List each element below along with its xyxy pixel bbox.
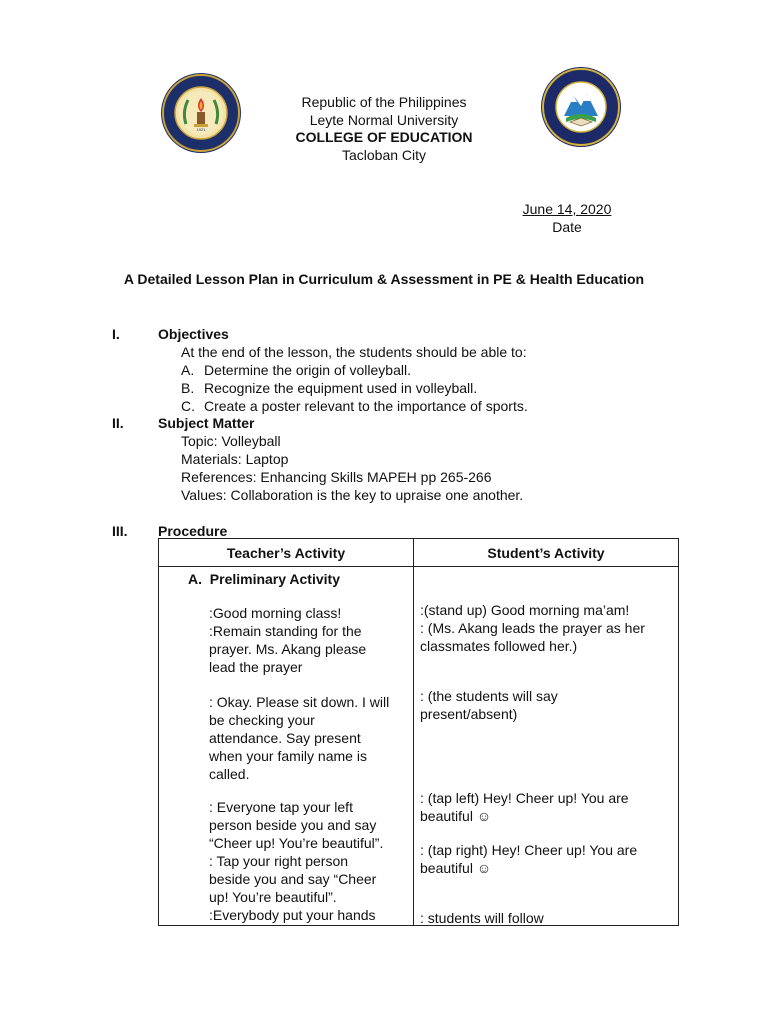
section-num-procedure: III. xyxy=(112,523,128,539)
teacher-line: : Everyone tap your left xyxy=(209,799,353,815)
student-line: : (tap left) Hey! Cheer up! You are xyxy=(420,790,629,806)
subject-values: Values: Collaboration is the key to upraise one another. xyxy=(181,487,524,503)
teacher-line: lead the prayer xyxy=(209,659,303,675)
student-activity-cell xyxy=(414,567,679,926)
student-line: : (tap right) Hey! Cheer up! You are xyxy=(420,842,638,858)
preliminary-activity-heading: A. Preliminary Activity xyxy=(188,571,340,587)
student-line: : students will follow xyxy=(420,910,544,926)
student-line: beautiful ☺ xyxy=(420,860,492,876)
student-line: : (the students will say xyxy=(420,688,558,704)
leyte-normal-university-logo xyxy=(160,72,242,154)
header-college: COLLEGE OF EDUCATION xyxy=(295,129,473,145)
section-title-procedure: Procedure xyxy=(158,523,228,539)
subject-references: References: Enhancing Skills MAPEH pp 265-266 xyxy=(181,469,492,485)
subject-topic: Topic: Volleyball xyxy=(181,433,281,449)
section-title-objectives: Objectives xyxy=(158,326,229,342)
student-line: classmates followed her.) xyxy=(420,638,578,654)
teacher-line: when your family name is xyxy=(209,748,367,764)
header-republic: Republic of the Philippines xyxy=(301,94,467,110)
student-line: present/absent) xyxy=(420,706,518,722)
header-city: Tacloban City xyxy=(341,146,427,163)
column-header-student: Student’s Activity xyxy=(414,539,679,567)
teacher-line: “Cheer up! You’re beautiful”. xyxy=(209,835,384,851)
teacher-line: :Good morning class! xyxy=(209,605,342,621)
teacher-line: up! You’re beautiful”. xyxy=(209,889,337,905)
procedure-table xyxy=(158,538,679,926)
document-title: A Detailed Lesson Plan in Curriculum & Assessment in PE & Health Education xyxy=(123,271,645,287)
subject-materials: Materials: Laptop xyxy=(181,451,289,467)
teacher-line: attendance. Say present xyxy=(209,730,361,746)
column-header-teacher: Teacher’s Activity xyxy=(159,539,414,567)
objectives-intro: At the end of the lesson, the students should be able to: xyxy=(181,344,527,360)
student-line: :(stand up) Good morning ma’am! xyxy=(420,602,630,618)
college-of-education-logo xyxy=(540,66,622,148)
section-title-subject: Subject Matter xyxy=(158,415,255,431)
date-value: June 14, 2020 xyxy=(522,201,612,217)
objective-item: A. Determine the origin of volleyball. xyxy=(181,362,411,378)
student-line: beautiful ☺ xyxy=(420,808,492,824)
objective-item: B. Recognize the equipment used in volleyball. xyxy=(181,380,478,396)
student-line: : (Ms. Akang leads the prayer as her xyxy=(420,620,645,636)
teacher-line: beside you and say “Cheer xyxy=(209,871,377,887)
date-label: Date xyxy=(552,219,582,235)
teacher-line: prayer. Ms. Akang please xyxy=(209,641,367,657)
objective-item: C. Create a poster relevant to the importance of sports. xyxy=(181,398,528,414)
teacher-line: :Remain standing for the xyxy=(209,623,362,639)
header-university: Leyte Normal University xyxy=(309,111,459,128)
teacher-line: :Everybody put your hands xyxy=(209,907,376,923)
teacher-line: called. xyxy=(209,766,250,782)
teacher-line: : Okay. Please sit down. I will xyxy=(209,694,390,710)
section-num-objectives: I. xyxy=(112,326,120,342)
teacher-line: be checking your xyxy=(209,712,315,728)
teacher-activity-cell xyxy=(159,567,414,926)
header-block xyxy=(234,94,534,164)
teacher-line: person beside you and say xyxy=(209,817,377,833)
svg-text:1921: 1921 xyxy=(196,127,206,132)
section-num-subject: II. xyxy=(112,415,124,431)
teacher-line: : Tap your right person xyxy=(209,853,349,869)
